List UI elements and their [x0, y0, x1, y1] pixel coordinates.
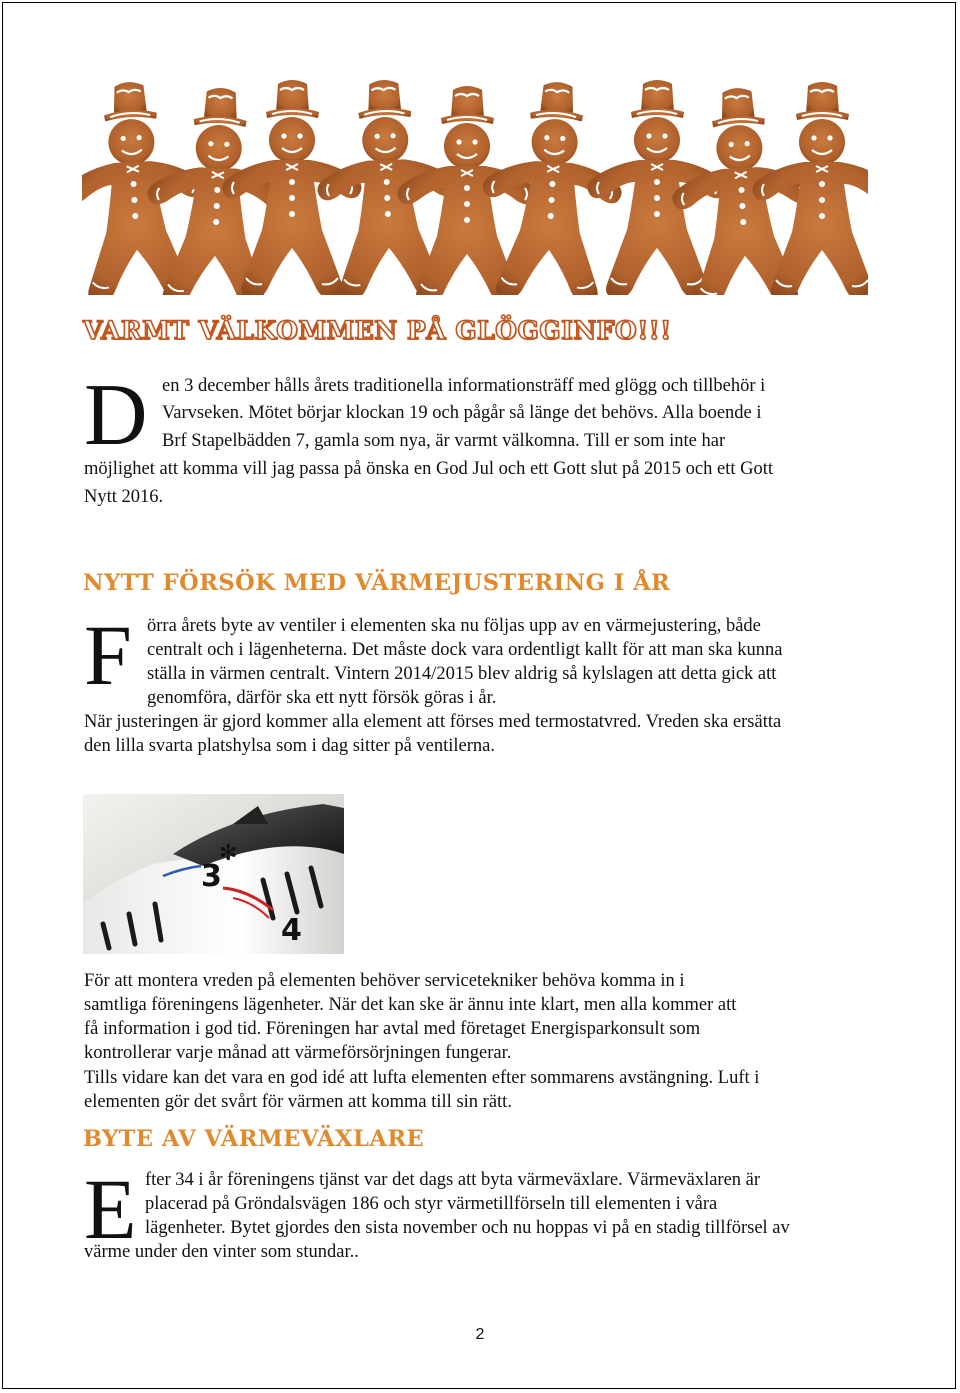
gingerbread-banner-image — [82, 80, 868, 295]
paragraph-line: placerad på Gröndalsvägen 186 och styr värmetillförseln till elementen i våra — [145, 1194, 718, 1214]
paragraph-line: kontrollerar varje månad att värmeförsörjningen fungerar. — [84, 1043, 512, 1063]
paragraph-line: För att montera vreden på elementen behöver servicetekniker behöva komma in i — [84, 971, 685, 991]
paragraph-line: Tills vidare kan det vara en god idé att lufta elementen efter sommarens avstängning. Luft i — [84, 1068, 760, 1088]
paragraph-line: en 3 december hålls årets traditionella informationsträff med glögg och tillbehör i — [162, 376, 766, 396]
paragraph-line: den lilla svarta platshylsa som i dag sitter på ventilerna. — [84, 736, 496, 756]
dropcap-e: E — [84, 1161, 137, 1257]
paragraph-line: ställa in värmen centralt. Vintern 2014/2015 blev aldrig så kylslagen att detta gick att — [147, 664, 777, 684]
dial-number-3: 3 — [201, 859, 222, 894]
paragraph-line: elementen gör det svårt för värmen att komma till sin rätt. — [84, 1092, 512, 1112]
paragraph-line: samtliga föreningens lägenheter. När det kan ske är ännu inte klart, men alla kommer att — [84, 995, 737, 1015]
page-number: 2 — [475, 1326, 485, 1343]
paragraph-line: möjlighet att komma vill jag passa på önska en God Jul och ett Gott slut på 2015 och ett Gott — [84, 459, 774, 479]
paragraph-line: När justeringen är gjord kommer alla element att förses med termostatvred. Vreden ska ersätta — [84, 712, 782, 732]
paragraph-line: Nytt 2016. — [84, 487, 164, 507]
paragraph-line: värme under den vinter som stundar.. — [84, 1242, 359, 1262]
dropcap-d: D — [84, 367, 148, 464]
thermostat-photo — [83, 794, 344, 954]
dropcap-f: F — [84, 607, 132, 703]
paragraph-line: fter 34 i år föreningens tjänst var det dags att byta värmeväxlare. Värmeväxlaren är — [145, 1170, 761, 1190]
heating-adjustment-heading: NYTT FÖRSÖK MED VÄRMEJUSTERING I ÅR — [83, 570, 671, 596]
paragraph-line: centralt och i lägenheterna. Det måste dock vara ordentligt kallt för att man ska kunna — [147, 640, 783, 660]
paragraph-line: örra årets byte av ventiler i elementen ska nu följas upp av en värmejustering, både — [147, 616, 761, 636]
heat-exchanger-heading: BYTE AV VÄRMEVÄXLARE — [83, 1126, 425, 1152]
paragraph-line: genomföra, därför ska ett nytt försök göras i år. — [147, 688, 497, 708]
paragraph-line: lägenheter. Bytet gjordes den sista november och nu hoppas vi på en stadig tillförsel av — [145, 1218, 790, 1238]
paragraph-line: Brf Stapelbädden 7, gamla som nya, är varmt välkomna. Till er som inte har — [162, 431, 726, 451]
welcome-heading: VARMT VÄLKOMMEN PÅ GLÖGGINFO!!! — [83, 316, 672, 345]
paragraph-line: få information i god tid. Föreningen har avtal med företaget Energisparkonsult som — [84, 1019, 701, 1039]
dial-number-4: 4 — [281, 913, 302, 948]
paragraph-line: Varvseken. Mötet börjar klockan 19 och pågår så länge det behövs. Alla boende i — [162, 403, 762, 423]
frost-protection-icon: ✻ — [219, 841, 238, 866]
